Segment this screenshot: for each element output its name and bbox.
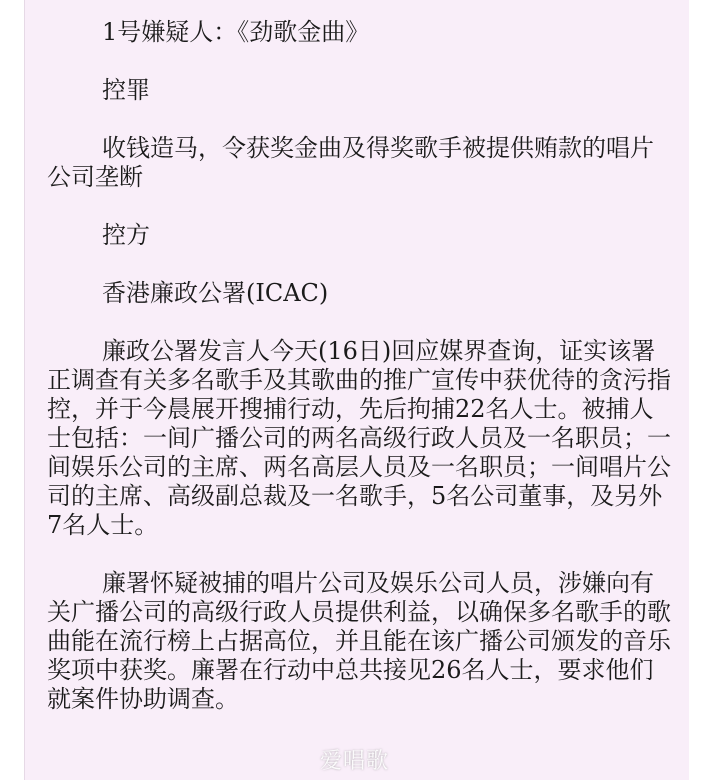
prosecution-label: 控方 [102, 221, 150, 249]
suspect-heading: 1号嫌疑人：《劲歌金曲》 [102, 18, 370, 46]
icac-statement-paragraph: 廉政公署发言人今天(16日)回应媒界查询，证实该署正调查有关多名歌手及其歌曲的推广宣传中获优待的贪污指控，并于今晨展开搜捕行动，先后拘捕22名人士。被捕人士包括：一间广播公司的两名高级行政人员及一名职员；一间娱乐公司的主席、两名高层人员及一名职员；一间唱片公司的主席、高级副总裁及一名歌手，5名公司董事，及另外7名人士。 [47, 337, 671, 539]
document-page [24, 0, 690, 780]
document-body [47, 18, 673, 743]
watermark-text: 爱唱歌 [320, 749, 390, 774]
charge-label: 控罪 [102, 76, 150, 104]
icac-suspicion-paragraph: 廉署怀疑被捕的唱片公司及娱乐公司人员，涉嫌向有关广播公司的高级行政人员提供利益，以确保多名歌手的歌曲能在流行榜上占据高位，并且能在该广播公司颁发的音乐奖项中获奖。廉署在行动中总共接见26名人士，要求他们就案件协助调查。 [47, 569, 671, 713]
scroll-track [689, 0, 701, 780]
prosecution-text: 香港廉政公署(ICAC) [102, 279, 329, 307]
charge-text: 收钱造马，令获奖金曲及得奖歌手被提供贿款的唱片公司垄断 [47, 134, 654, 191]
